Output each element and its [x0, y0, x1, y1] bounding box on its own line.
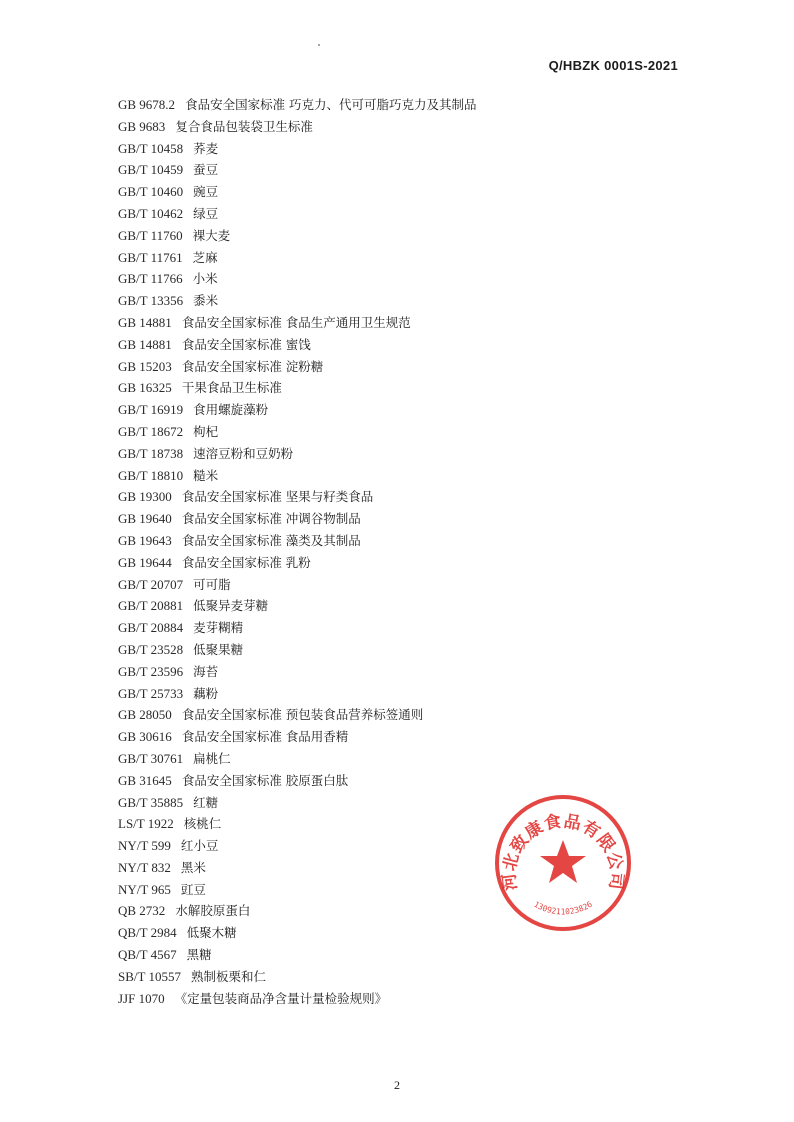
standard-title: 豇豆: [180, 881, 206, 897]
seal-registration-number: 1309211023826: [532, 899, 594, 917]
standard-code: GB 14881: [118, 314, 172, 330]
standard-code: GB 19643: [118, 532, 172, 548]
standard-code: NY/T 599: [118, 838, 171, 854]
page-number: 2: [394, 1078, 400, 1092]
standard-title: 扁桃仁: [193, 750, 231, 766]
standard-code: GB/T 11766: [118, 271, 183, 287]
reference-item: [118, 181, 678, 203]
standard-code: GB/T 25733: [118, 685, 184, 701]
standard-title: 裸大麦: [192, 227, 231, 243]
standard-title: 糙米: [193, 467, 219, 483]
document-code: Q/HBZK 0001S-2021: [548, 58, 678, 73]
standard-code: GB 9683: [118, 118, 166, 134]
reference-item: [118, 988, 678, 1010]
standard-title: 低聚异麦芽糖: [193, 598, 269, 614]
standard-title: 熟制板栗和仁: [190, 968, 266, 984]
reference-item: [118, 334, 678, 356]
standard-code: QB/T 2984: [118, 925, 177, 941]
standard-title: 绿豆: [193, 205, 219, 221]
reference-item: [118, 639, 678, 661]
standard-title: 食品安全国家标准 预包装食品营养标签通则: [181, 707, 424, 723]
standard-code: GB 19644: [118, 554, 172, 570]
standard-code: LS/T 1922: [118, 816, 174, 832]
standard-title: 藕粉: [193, 685, 219, 701]
reference-item: [118, 465, 678, 487]
reference-item: [118, 116, 678, 138]
standard-code: GB/T 11761: [118, 249, 183, 265]
reference-item: [118, 552, 678, 574]
standard-code: JJF 1070: [118, 990, 165, 1006]
reference-item: [118, 617, 678, 639]
standard-title: 可可脂: [193, 576, 231, 592]
reference-item: [118, 268, 678, 290]
standard-title: 麦芽糊精: [193, 620, 244, 636]
standard-title: 荞麦: [193, 140, 219, 156]
standard-title: 食品安全国家标准 胶原蛋白肽: [181, 772, 349, 788]
standard-code: GB/T 20707: [118, 576, 184, 592]
standard-code: GB/T 23528: [118, 641, 184, 657]
standard-code: GB/T 10459: [118, 162, 184, 178]
standard-code: QB/T 4567: [118, 947, 177, 963]
standard-title: 食品安全国家标准 淀粉糖: [181, 358, 324, 374]
reference-item: [118, 683, 678, 705]
reference-item: [118, 966, 678, 988]
standard-code: GB/T 20881: [118, 598, 184, 614]
standard-code: GB/T 35885: [118, 794, 184, 810]
reference-item: [118, 748, 678, 770]
reference-item: [118, 356, 678, 378]
standard-title: 干果食品卫生标准: [181, 380, 282, 396]
standard-title: 食品安全国家标准 坚果与籽类食品: [181, 489, 374, 505]
reference-item: [118, 661, 678, 683]
reference-item: [118, 377, 678, 399]
standard-code: GB/T 10460: [118, 184, 184, 200]
standard-code: NY/T 832: [118, 859, 171, 875]
reference-item: [118, 94, 678, 116]
star-icon: [540, 840, 586, 883]
standard-title: 低聚木糖: [186, 925, 237, 941]
standard-code: GB/T 13356: [118, 293, 184, 309]
standard-title: 芝麻: [192, 249, 218, 265]
reference-item: [118, 704, 678, 726]
standard-title: 食用螺旋藻粉: [193, 402, 269, 418]
reference-item: [118, 399, 678, 421]
standard-title: 枸杞: [193, 423, 219, 439]
standard-code: GB 14881: [118, 336, 172, 352]
standard-code: GB 15203: [118, 358, 172, 374]
standard-title: 黑糖: [186, 947, 212, 963]
standard-code: GB/T 18738: [118, 445, 184, 461]
reference-item: [118, 486, 678, 508]
standard-code: GB/T 23596: [118, 663, 184, 679]
standard-title: 红糖: [193, 794, 219, 810]
reference-item: [118, 312, 678, 334]
reference-item: [118, 138, 678, 160]
standard-title: 速溶豆粉和豆奶粉: [193, 445, 294, 461]
standard-title: 复合食品包装袋卫生标准: [175, 118, 313, 134]
standard-title: 小米: [192, 271, 218, 287]
standard-title: 黍米: [193, 293, 219, 309]
seal-company-name: 河北致康食品有限公司: [499, 811, 627, 892]
standard-code: QB 2732: [118, 903, 166, 919]
reference-item: [118, 290, 678, 312]
reference-item: [118, 726, 678, 748]
standard-title: 食品安全国家标准 食品用香精: [181, 729, 349, 745]
standard-title: 食品安全国家标准 蜜饯: [181, 336, 311, 352]
company-seal-stamp: [488, 788, 638, 938]
standard-code: GB 31645: [118, 772, 172, 788]
scan-speck: [318, 44, 320, 46]
standard-title: 蚕豆: [193, 162, 219, 178]
reference-item: [118, 530, 678, 552]
standard-code: GB/T 16919: [118, 402, 184, 418]
standard-code: GB/T 10462: [118, 205, 184, 221]
standard-code: GB/T 18672: [118, 423, 184, 439]
standard-title: 豌豆: [193, 184, 219, 200]
standard-title: 水解胶原蛋白: [175, 903, 251, 919]
reference-item: [118, 944, 678, 966]
standard-code: GB/T 11760: [118, 227, 183, 243]
standard-title: 《定量包装商品净含量计量检验规则》: [174, 990, 388, 1006]
standard-code: GB 9678.2: [118, 97, 176, 112]
standard-title: 食品安全国家标准 藻类及其制品: [181, 532, 361, 548]
reference-item: [118, 247, 678, 269]
standard-title: 核桃仁: [183, 816, 222, 832]
standard-code: SB/T 10557: [118, 968, 181, 984]
standard-code: GB/T 20884: [118, 620, 184, 636]
standard-title: 黑米: [180, 859, 206, 875]
svg-text:1309211023826: [532, 900, 594, 917]
standard-code: GB 19640: [118, 511, 172, 527]
standard-title: 食品安全国家标准 食品生产通用卫生规范: [181, 314, 411, 330]
standard-code: GB 28050: [118, 707, 172, 723]
reference-item: [118, 225, 678, 247]
standard-title: 低聚果糖: [193, 641, 244, 657]
standard-title: 食品安全国家标准 巧克力、代可可脂巧克力及其制品: [185, 97, 477, 112]
standard-code: GB/T 10458: [118, 140, 184, 156]
reference-item: [118, 421, 678, 443]
reference-item: [118, 508, 678, 530]
standard-title: 食品安全国家标准 冲调谷物制品: [181, 511, 361, 527]
reference-item: [118, 443, 678, 465]
standard-code: NY/T 965: [118, 881, 171, 897]
standard-code: GB 30616: [118, 729, 172, 745]
standard-title: 食品安全国家标准 乳粉: [181, 554, 311, 570]
standard-code: GB 19300: [118, 489, 172, 505]
standard-code: GB/T 18810: [118, 467, 184, 483]
standard-code: GB 16325: [118, 380, 172, 396]
standard-code: GB/T 30761: [118, 750, 184, 766]
reference-item: [118, 203, 678, 225]
standard-title: 海苔: [193, 663, 219, 679]
reference-item: [118, 159, 678, 181]
reference-item: [118, 595, 678, 617]
standard-title: 红小豆: [180, 838, 219, 854]
reference-item: [118, 574, 678, 596]
